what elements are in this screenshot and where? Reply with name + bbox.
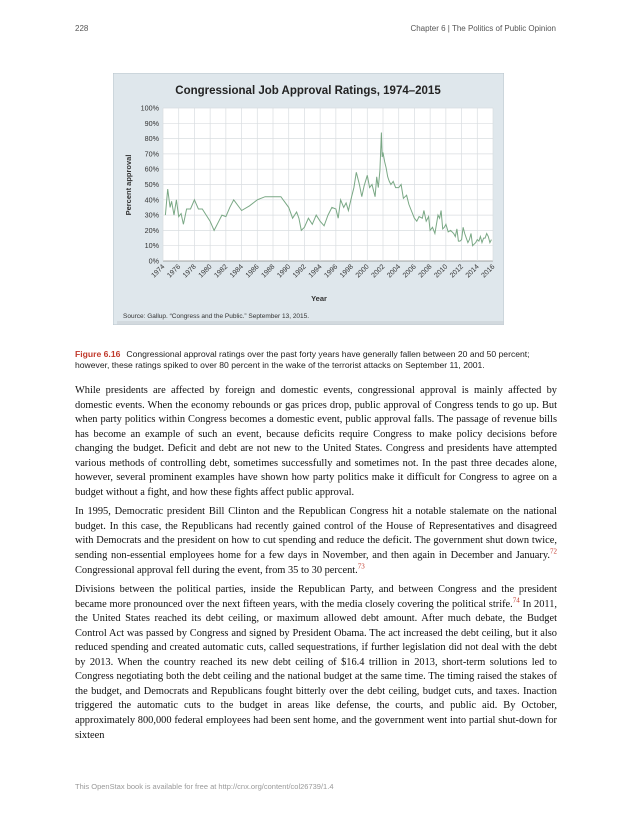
x-tick-label: 1998 (339, 263, 355, 280)
x-tick-label: 1982 (213, 263, 230, 280)
x-tick-label: 1986 (244, 263, 261, 280)
paragraph-3 (75, 583, 557, 743)
x-tick-label: 2008 (417, 263, 434, 280)
chart-title: Congressional Job Approval Ratings, 1974–2015 (175, 85, 441, 97)
y-tick-label: 90% (144, 118, 159, 128)
chapter-running-head: Chapter 6 | The Politics of Public Opinion (410, 24, 556, 33)
x-tick-label: 2000 (354, 263, 371, 280)
y-tick-label: 40% (144, 195, 159, 205)
x-tick-label: 1976 (166, 263, 183, 280)
x-tick-label: 1996 (323, 263, 340, 280)
x-tick-label: 2010 (433, 263, 450, 280)
x-tick-label: 2002 (370, 263, 387, 280)
page-number: 228 (75, 24, 89, 33)
x-axis-label: Year (311, 294, 327, 303)
x-tick-label: 1974 (150, 263, 167, 280)
y-tick-label: 100% (140, 103, 159, 113)
x-tick-label: 1992 (291, 263, 308, 280)
chart-source: Source: Gallup. “Congress and the Public.” September 13, 2015. (123, 313, 310, 320)
x-tick-label: 1978 (181, 263, 198, 280)
y-tick-label: 50% (144, 180, 159, 189)
x-tick-label: 2006 (401, 263, 418, 280)
x-tick-label: 1990 (276, 263, 293, 280)
y-tick-label: 80% (144, 134, 159, 144)
chart-svg (113, 73, 504, 325)
paragraph-1: While presidents are affected by foreign and domestic events, congressional approval is mainly affected by domestic events. When the economy rebounds or gas prices drop, public approval of Congress tends to go up. But when party politics within Congress becomes a domestic event, public approval falls. The passage of revenue bills has become an example of such an event, because deficits require Congress to make policy decisions before changing the budget. Deficit and debt are not new to the United States. Congress and presidents have attempted various methods of controlling debt, sometimes successfully and sometimes not. In the past three decades alone, however, several prominent examples have shown how party politics make it difficult for Congress to agree on a budget without a fight, and how these fights affect public approval. (75, 385, 557, 498)
endnote-73[interactable]: 73 (357, 562, 365, 571)
paragraph-2-text-a: In 1995, Democratic president Bill Clinton and the Republican Congress hit a notable stalemate on the national budget. In this case, the Republicans had recently gained control of the House of Representatives and disagreed with Democrats and the president on how to cut spending and reduce the deficit. The government shut down twice, sending non-essential employees home for a few days in November, and then again in December and January. (75, 506, 557, 562)
x-tick-label: 2004 (386, 263, 403, 280)
paragraph-2 (75, 505, 557, 578)
figure-label: Figure 6.16 (75, 349, 121, 359)
page-footer: This OpenStax book is available for free at http://cnx.org/content/col26739/1.4 (75, 782, 334, 791)
chart-shadow (117, 321, 504, 325)
x-tick-label: 2014 (464, 263, 481, 280)
figure-caption (75, 349, 557, 371)
y-tick-label: 70% (144, 149, 159, 159)
body-text (75, 384, 557, 748)
endnote-72[interactable]: 72 (550, 547, 557, 556)
paragraph-2-text-b: Congressional approval fell during the event, from 35 to 30 percent. (75, 564, 358, 576)
y-tick-label: 20% (144, 225, 159, 235)
y-tick-label: 0% (148, 256, 159, 266)
y-axis-label: Percent approval (124, 154, 133, 216)
endnote-74[interactable]: 74 (512, 596, 520, 605)
y-tick-label: 30% (144, 210, 159, 220)
x-tick-label: 2012 (449, 263, 465, 280)
x-tick-label: 1988 (260, 263, 277, 280)
y-tick-label: 60% (144, 164, 159, 174)
x-tick-label: 1984 (229, 263, 245, 280)
y-tick-label: 10% (144, 241, 159, 251)
approval-chart (113, 73, 504, 325)
paragraph-3-text-a: Divisions between the political parties, inside the Republican Party, and between Congress and the president became more pronounced over the next fifteen years, with the media closely covering the political strife. (75, 584, 557, 610)
x-tick-label: 2016 (480, 263, 497, 280)
x-tick-label: 1994 (307, 263, 324, 280)
x-tick-label: 1980 (197, 263, 214, 280)
paragraph-3-text-b: In 2011, the United States reached its debt ceiling, or maximum allowed debt amount. After much debate, the Budget Control Act was passed by Congress and signed by President Obama. The act increased the debt ceiling, but it also reduced spending and created automatic cuts, called sequestrations, if further legislation did not deal with the debt by 2013. When the country reached its new debt ceiling of $16.4 trillion in 2013, short-term solutions led to Congress negotiating both the debt ceiling and the national budget at the same time. The timing raised the stakes of the budget, and Democrats and Republicans fought bitterly over the debt ceiling, budget cuts, and taxes. Inaction triggered the automatic cuts to the budget in areas like defense, the courts, and public aid. By October, approximately 800,000 federal employees had been sent home, and the government went into partial shut-down for sixteen (75, 598, 557, 741)
figure-caption-text: Congressional approval ratings over the past forty years have generally fallen between 20 and 50 percent; however, these ratings spiked to over 80 percent in the wake of the terrorist attacks on September 11, 2001. (75, 349, 530, 371)
